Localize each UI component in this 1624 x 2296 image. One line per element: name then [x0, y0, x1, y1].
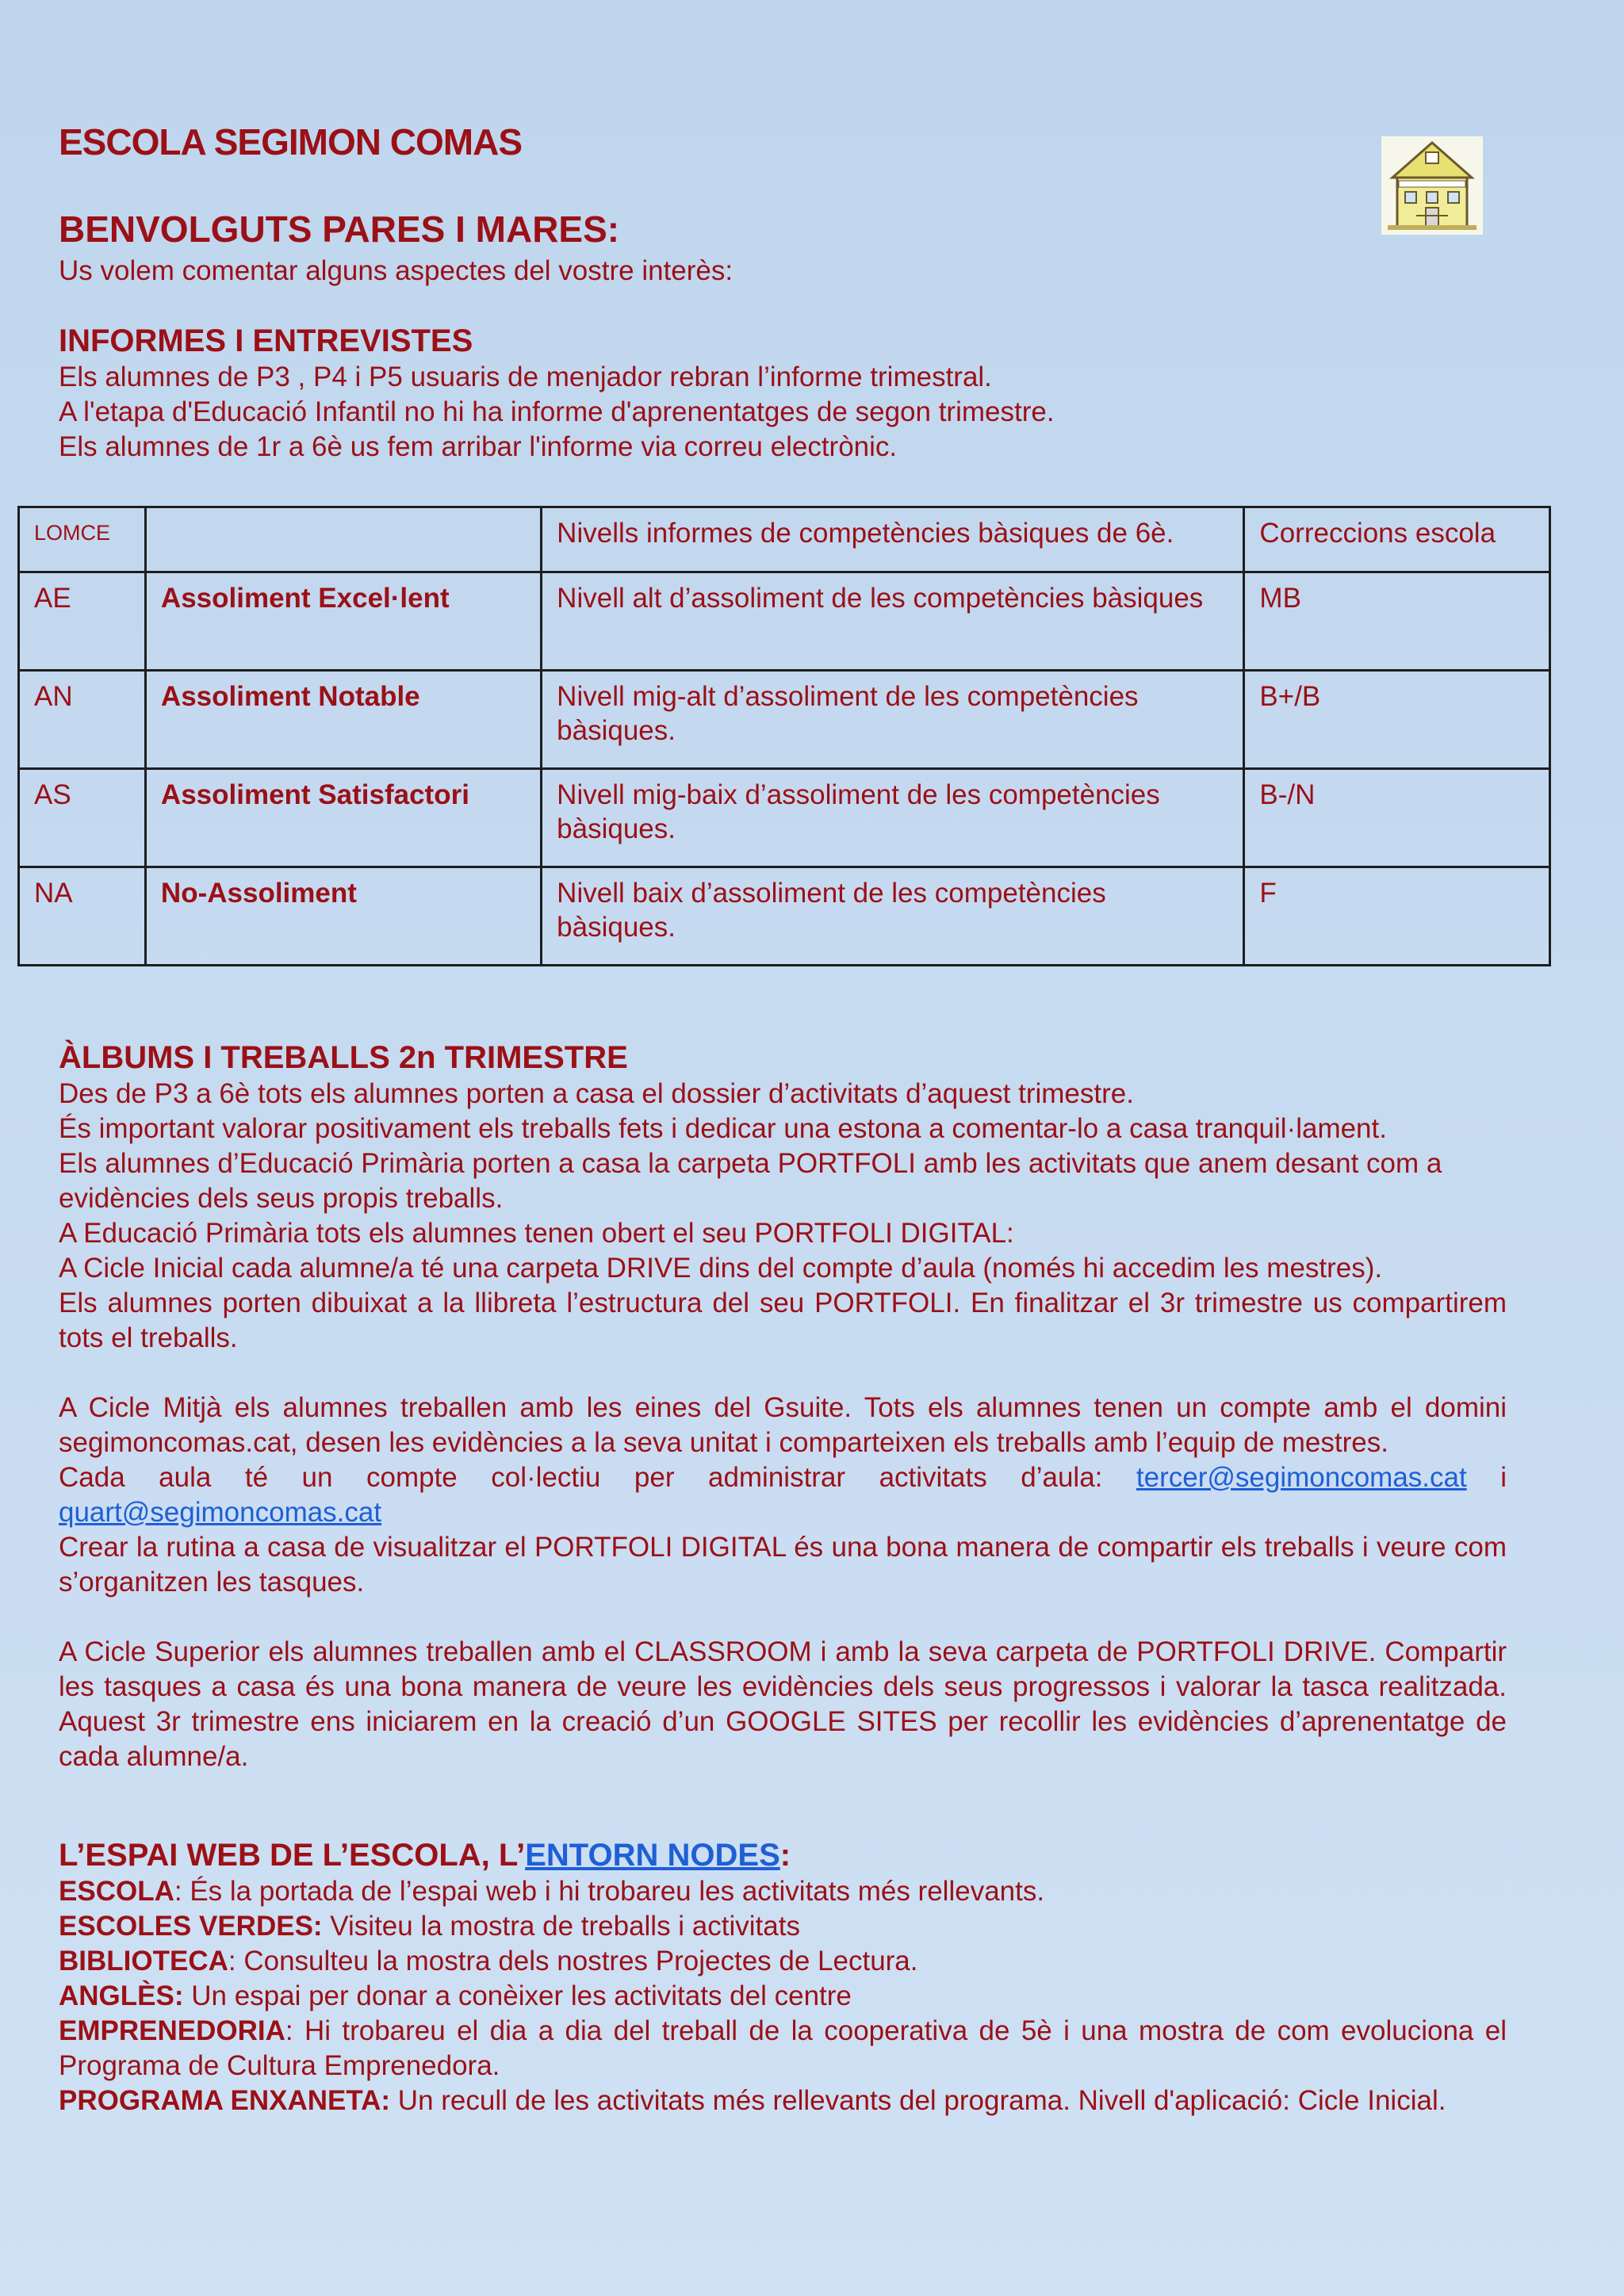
albums-line: A Educació Primària tots els alumnes tenen obert el seu PORTFOLI DIGITAL:: [59, 1218, 1014, 1249]
table-cell: No-Assoliment: [145, 867, 541, 966]
table-header-cell: Nivells informes de competències bàsiques de 6è.: [542, 507, 1244, 572]
table-row: [19, 769, 1550, 867]
albums-line: Els alumnes d’Educació Primària porten a casa la carpeta PORTFOLI amb les activitats que anem desant com a evidències dels seus propis treballs.: [59, 1148, 1442, 1214]
albums-line: És important valorar positivament els treballs fets i dedicar una estona a comentar-lo a casa tranquil·lament.: [59, 1113, 1387, 1144]
albums-title: ÀLBUMS I TREBALLS 2n TRIMESTRE: [59, 1040, 628, 1075]
table-cell: AS: [19, 769, 146, 867]
web-item-label: ANGLÈS:: [59, 1980, 184, 2011]
table-cell: F: [1244, 867, 1550, 966]
web-item-escoles-verdes: [59, 1909, 1507, 1944]
intro-text: Us volem comentar alguns aspectes del vostre interès:: [59, 255, 733, 286]
table-cell: Assoliment Excel·lent: [145, 572, 541, 671]
table-header-row: [19, 507, 1550, 572]
web-item-enxaneta: [59, 2084, 1507, 2118]
reports-line: A l'etapa d'Educació Infantil no hi ha informe d'aprenentatges de segon trimestre.: [59, 396, 1055, 427]
table-cell: Nivell mig-baix d’assoliment de les competències bàsiques.: [542, 769, 1244, 867]
table-cell: Assoliment Satisfactori: [145, 769, 541, 867]
web-item-sep: :: [174, 1876, 182, 1907]
table-cell: AE: [19, 572, 146, 671]
web-item-label: BIBLIOTECA: [59, 1946, 228, 1976]
web-item-sep: :: [285, 2015, 293, 2046]
cicle-mitja-text: A Cicle Mitjà els alumnes treballen amb les eines del Gsuite. Tots els alumnes tenen un compte amb el domini segimoncomas.cat, desen les evidències a la seva unitat i comparteixen els treballs amb l’equip de mestres.: [59, 1392, 1507, 1458]
table-cell: B+/B: [1244, 671, 1550, 769]
table-cell: Assoliment Notable: [145, 671, 541, 769]
web-item-label: PROGRAMA ENXANETA:: [59, 2085, 391, 2116]
reports-line: Els alumnes de 1r a 6è us fem arribar l'informe via correu electrònic.: [59, 431, 898, 462]
routine-text: Crear la rutina a casa de visualitzar el PORTFOLI DIGITAL és una bona manera de compartir els treballs i veure com s’organitzen les tasques.: [59, 1532, 1507, 1598]
table-row: [19, 671, 1550, 769]
table-header-cell: LOMCE: [19, 507, 146, 572]
table-cell: B-/N: [1244, 769, 1550, 867]
albums-section: [59, 1039, 1507, 1774]
greeting-heading: BENVOLGUTS PARES I MARES:: [59, 209, 620, 250]
web-item-label: ESCOLES VERDES:: [59, 1911, 323, 1942]
web-item-label: ESCOLA: [59, 1876, 174, 1907]
albums-line: Els alumnes porten dibuixat a la llibreta l’estructura del seu PORTFOLI. En finalitzar el 3r trimestre us compartirem tots el treballs.: [59, 1288, 1507, 1353]
web-item-sep: :: [228, 1946, 236, 1976]
table-cell: MB: [1244, 572, 1550, 671]
albums-line: Des de P3 a 6è tots els alumnes porten a casa el dossier d’activitats d’aquest trimestre.: [59, 1078, 1134, 1109]
web-item-text: Un espai per donar a conèixer les activitats del centre: [183, 1980, 852, 2011]
entorn-nodes-link[interactable]: ENTORN NODES: [525, 1838, 780, 1873]
table-row: [19, 572, 1550, 671]
table-cell: Nivell mig-alt d’assoliment de les competències bàsiques.: [542, 671, 1244, 769]
table-cell: NA: [19, 867, 146, 966]
web-item-biblioteca: [59, 1944, 1507, 1979]
web-section: [59, 1836, 1507, 2118]
email-line: [59, 1495, 1507, 1530]
reports-line: Els alumnes de P3 , P4 i P5 usuaris de menjador rebran l’informe trimestral.: [59, 362, 992, 392]
web-title-prefix: L’ESPAI WEB DE L’ESCOLA, L’: [59, 1838, 526, 1873]
albums-line: A Cicle Inicial cada alumne/a té una carpeta DRIVE dins del compte d’aula (només hi accedim les mestres).: [59, 1253, 1383, 1284]
reports-title: INFORMES I ENTREVISTES: [59, 323, 473, 358]
email-link-tercer[interactable]: tercer@segimoncomas.cat: [1136, 1462, 1467, 1493]
email-join-word: i: [1500, 1462, 1507, 1493]
web-item-emprenedoria: [59, 2014, 1507, 2084]
web-item-escola: [59, 1874, 1507, 1909]
web-item-label: EMPRENEDORIA: [59, 2015, 285, 2046]
web-item-text: Un recull de les activitats més rellevants del programa. Nivell d'aplicació: Cicle Inicial.: [390, 2085, 1446, 2116]
web-item-text: Consulteu la mostra dels nostres Projectes de Lectura.: [236, 1946, 918, 1976]
levels-table: [17, 506, 1551, 966]
table-cell: Nivell alt d’assoliment de les competències bàsiques: [542, 572, 1244, 671]
shared-accounts-label: Cada aula té un compte col·lectiu per administrar activitats d’aula:: [59, 1462, 1103, 1493]
web-title: [59, 1836, 1507, 1874]
web-item-text: És la portada de l’espai web i hi trobareu les activitats més rellevants.: [182, 1876, 1045, 1907]
email-link-quart[interactable]: quart@segimoncomas.cat: [59, 1497, 382, 1528]
school-house-icon: [1381, 136, 1483, 235]
table-cell: AN: [19, 671, 146, 769]
web-item-text: Hi trobareu el dia a dia del treball de la cooperativa de 5è i una mostra de com evoluciona el Programa de Cultura Emprenedora.: [59, 2015, 1507, 2081]
web-item-text: Visiteu la mostra de treballs i activitats: [322, 1911, 800, 1942]
cicle-superior-text: A Cicle Superior els alumnes treballen amb el CLASSROOM i amb la seva carpeta de PORTFOLI DRIVE. Compartir les tasques a casa és una bona manera de veure les evidències dels seus progressos i valorar la tasca realitzada. Aquest 3r trimestre ens iniciarem en la creació d’un GOOGLE SITES per recollir les evidències d’aprenentatge de cada alumne/a.: [59, 1636, 1507, 1772]
reports-section: [59, 322, 1510, 465]
table-cell: Nivell baix d’assoliment de les competències bàsiques.: [542, 867, 1244, 966]
table-row: [19, 867, 1550, 966]
school-title: ESCOLA SEGIMON COMAS: [59, 121, 522, 163]
table-header-cell: [145, 507, 541, 572]
table-header-cell: Correccions escola: [1244, 507, 1550, 572]
web-item-angles: [59, 1979, 1507, 2014]
web-title-suffix: :: [779, 1838, 791, 1873]
shared-accounts-text: [59, 1460, 1507, 1495]
